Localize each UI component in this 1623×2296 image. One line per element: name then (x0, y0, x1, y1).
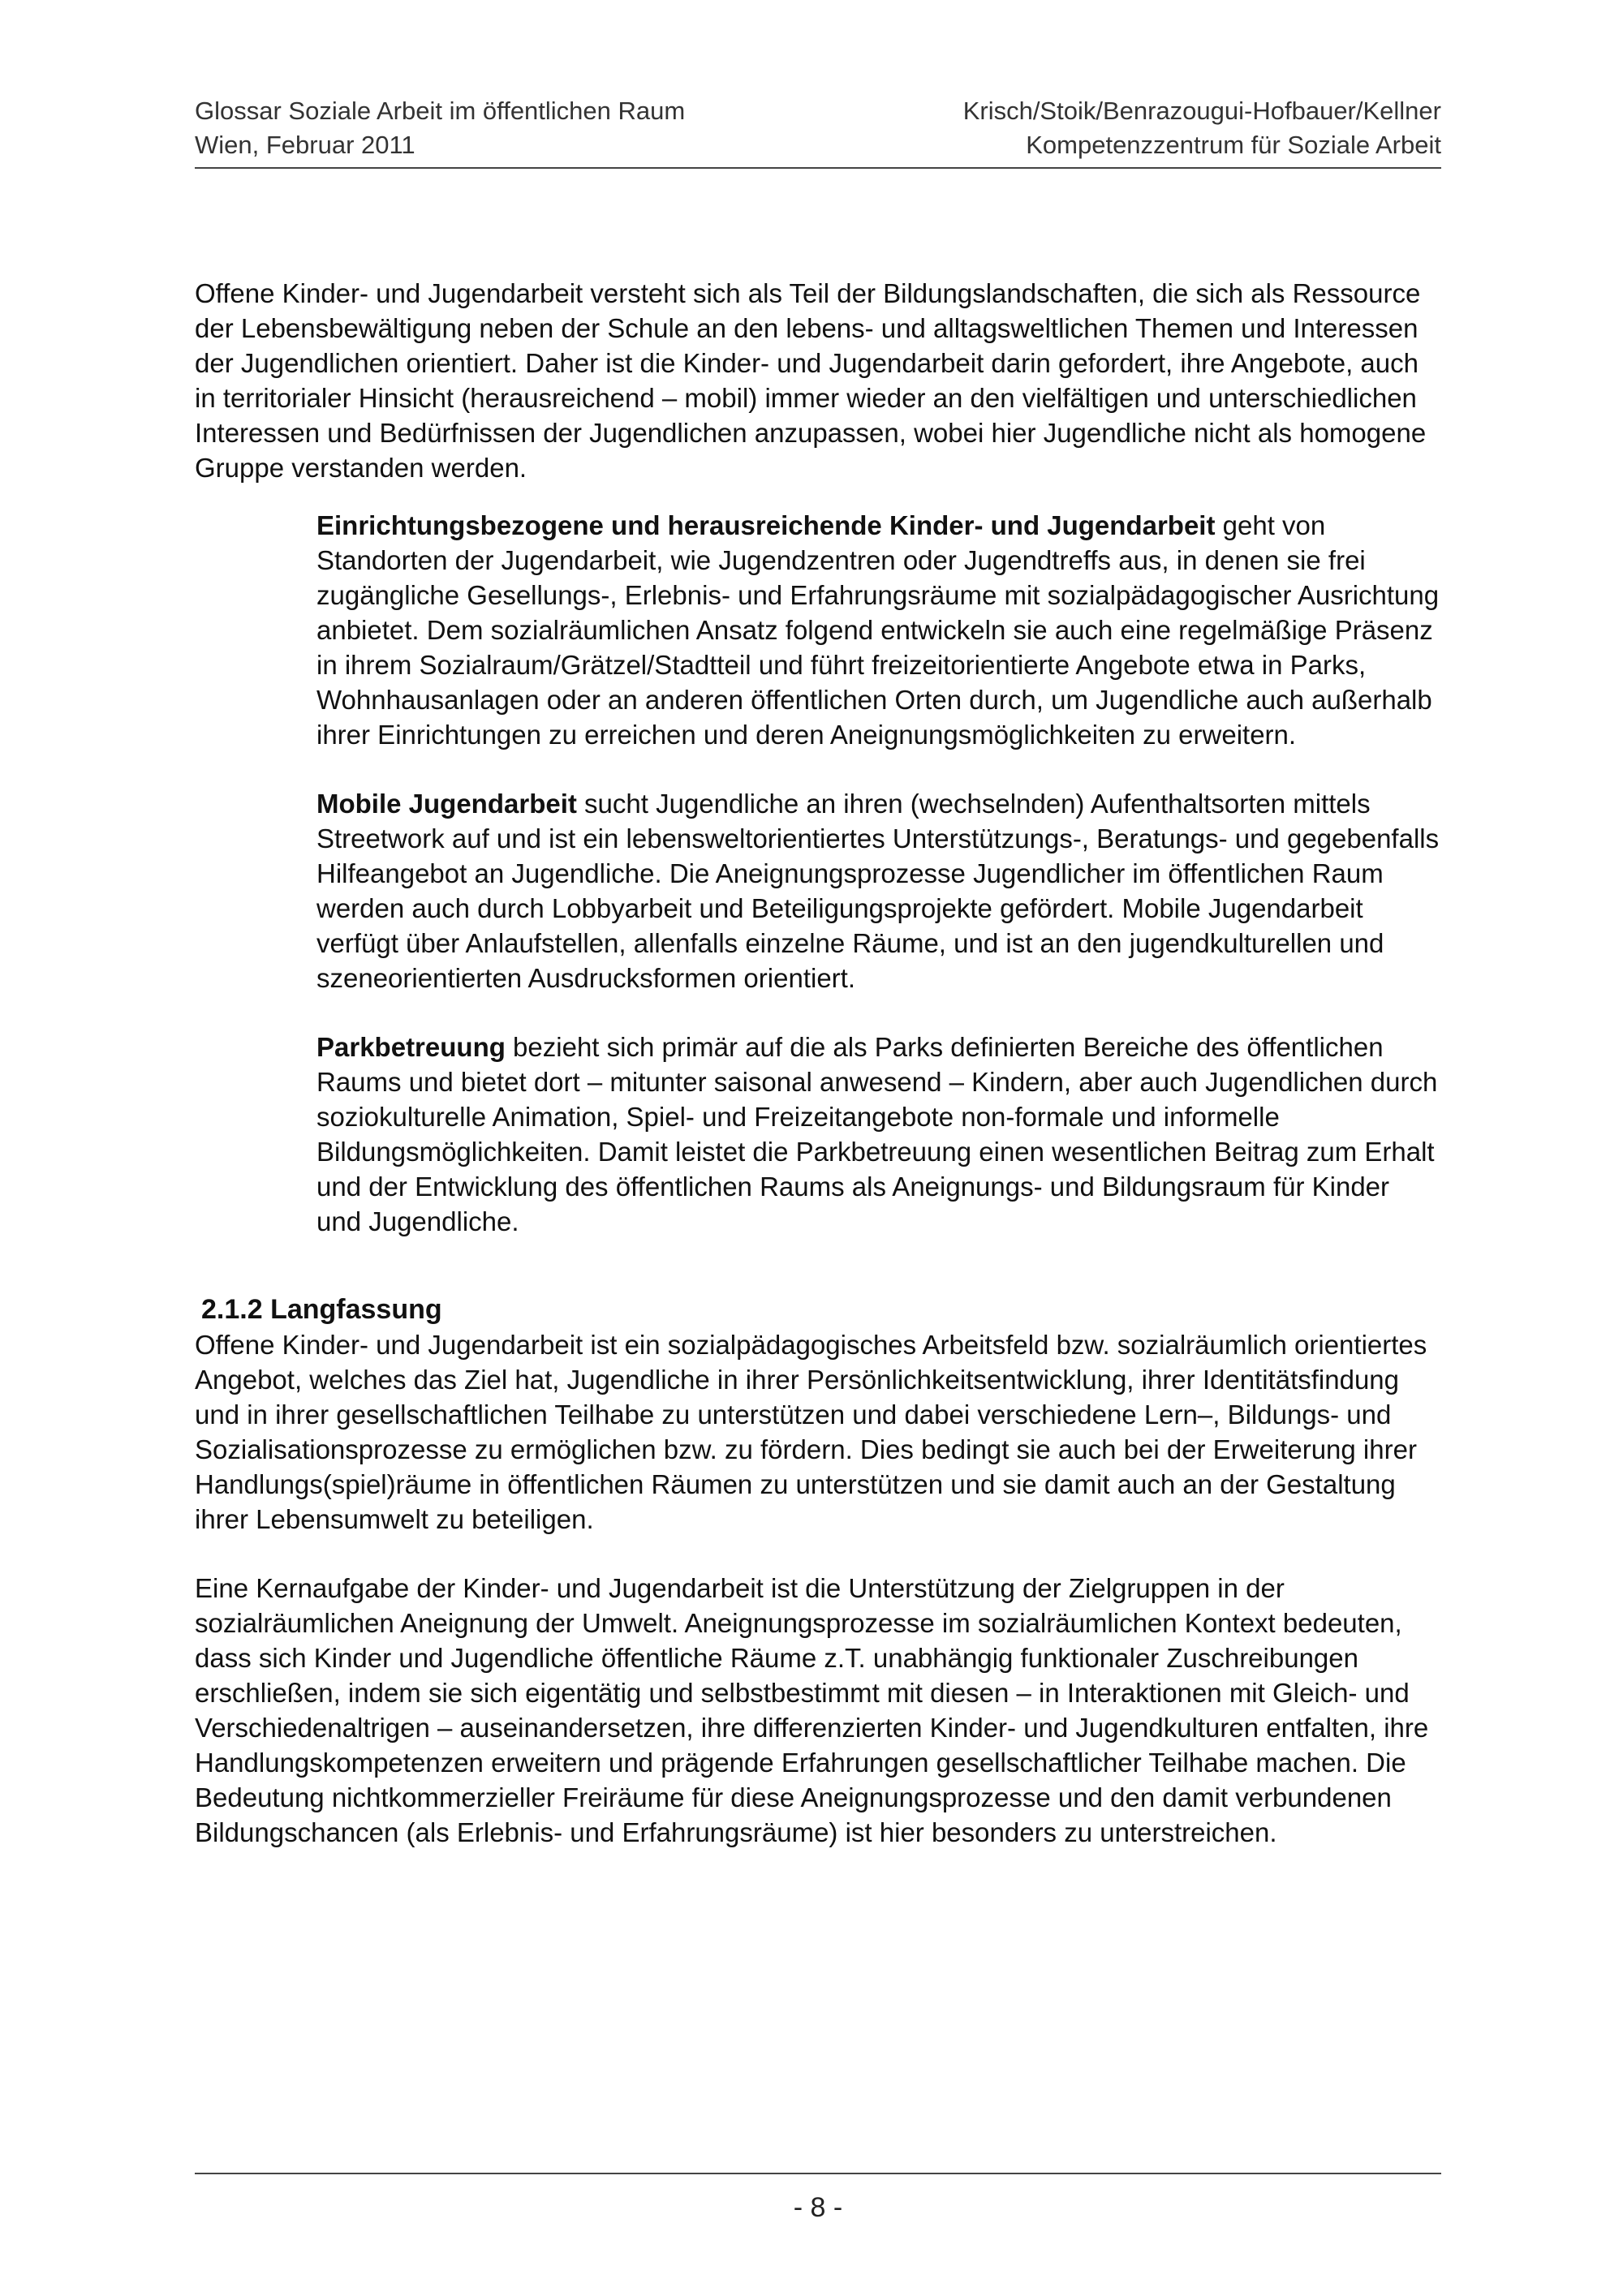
header-right (963, 94, 1441, 162)
definition-text: geht von Standorten der Jugendarbeit, wie Jugendzentren oder Jugendtreffs aus, in denen sie frei zugängliche Gesellungs-, Erlebnis- und Erfahrungsräume mit sozialpädagogischer Ausrichtung anbietet. Dem sozialräumlichen Ansatz folgend entwickeln sie auch eine regelmäßige Präsenz in ihrem Sozialraum/Grätzel/Stadtteil und führt freizeitorientierte Angebote etwa in Parks, Wohnhausanlagen oder an anderen öffentlichen Orten durch, um Jugendliche auch außerhalb ihrer Einrichtungen zu erreichen und deren Aneignungsmöglichkeiten zu erweitern. (316, 510, 1440, 750)
header-document-title: Glossar Soziale Arbeit im öffentlichen Raum (195, 97, 686, 125)
header-organization: Kompetenzzentrum für Soziale Arbeit (1026, 131, 1441, 159)
header-left (195, 94, 685, 162)
document-page (195, 0, 1441, 2296)
long-paragraph-2: Eine Kernaufgabe der Kinder- und Jugendarbeit ist die Unterstützung der Zielgruppen in der sozialräumlichen Aneignung der Umwelt. Aneignungsprozesse im sozialräumlichen Kontext bedeuten, dass sich Kinder und Jugendliche öffentliche Räume z.T. unabhängig funktionaler Zuschreibungen erschließen, indem sie sich eigentätig und selbstbestimmt mit diesen – in Interaktionen mit Gleich- und Verschiedenaltrigen – auseinandersetzen, ihre differenzierten Kinder- und Jugendkulturen entfalten, ihre Handlungskompetenzen erweitern und prägende Erfahrungen gesellschaftlicher Teilhabe machen. Die Bedeutung nichtkommerzieller Freiräume für diese Aneignungsprozesse und den damit verbundenen Bildungschancen (als Erlebnis- und Erfahrungsräume) ist hier besonders zu unterstreichen. (195, 1573, 1429, 1847)
section-heading: 2.1.2 Langfassung (201, 1294, 442, 1325)
definition-item-mobile (316, 786, 1441, 995)
header-date: Wien, Februar 2011 (195, 131, 415, 159)
page-header (195, 94, 1441, 169)
definition-text: bezieht sich primär auf die als Parks definierten Bereiche des öffentlichen Raums und bietet dort – mitunter saisonal anwesend – Kindern, aber auch Jugendlichen durch soziokulturelle Animation, Spiel- und Freizeitangebote non-formale und informelle Bildungsmöglichkeiten. Damit leistet die Parkbetreuung einen wesentlichen Beitrag zum Erhalt und der Entwicklung des öffentlichen Raums als Aneignungs- und Bildungsraum für Kinder und Jugendliche. (316, 1032, 1438, 1236)
page-footer (195, 2173, 1441, 2224)
definition-item-einrichtungsbezogen (316, 508, 1441, 752)
intro-paragraph: Offene Kinder- und Jugendarbeit versteht sich als Teil der Bildungslandschaften, die sich als Ressource der Lebensbewältigung neben der Schule an den lebens- und alltagsweltlichen Themen und Interessen der Jugendlichen orientiert. Daher ist die Kinder- und Jugendarbeit darin gefordert, ihre Angebote, auch in territorialer Hinsicht (herausreichend – mobil) immer wieder an den vielfältigen und unterschiedlichen Interessen und Bedürfnissen der Jugendlichen anzupassen, wobei hier Jugendliche nicht als homogene Gruppe verstanden werden. (195, 278, 1427, 483)
page-content (195, 276, 1441, 1850)
long-paragraph-1: Offene Kinder- und Jugendarbeit ist ein sozialpädagogisches Arbeitsfeld bzw. sozialräumlich orientiertes Angebot, welches das Ziel hat, Jugendliche in ihrer Persönlichkeitsentwicklung, ihrer Identitätsfindung und in ihrer gesellschaftlichen Teilhabe zu unterstützen und dabei verschiedene Lern–, Bildungs- und Sozialisationsprozesse zu ermöglichen bzw. zu fördern. Dies bedingt sie auch bei der Erweiterung ihrer Handlungs(spiel)räume in öffentlichen Räumen zu unterstützen und sie damit auch an der Gestaltung ihrer Lebensumwelt zu beteiligen. (195, 1330, 1427, 1534)
header-authors: Krisch/Stoik/Benrazougui-Hofbauer/Kellner (962, 97, 1441, 125)
definition-text: sucht Jugendliche an ihren (wechselnden) Aufenthaltsorten mittels Streetwork auf und ist ein lebensweltorientiertes Unterstützungs-, Beratungs- und gegebenfalls Hilfeangebot an Jugendliche. Die Aneignungsprozesse Jugendlicher im öffentlichen Raum werden auch durch Lobbyarbeit und Beteiligungsprojekte gefördert. Mobile Jugendarbeit verfügt über Anlaufstellen, allenfalls einzelne Räume, und ist an den jugendkulturellen und szeneorientierten Ausdrucksformen orientiert. (316, 789, 1440, 993)
definition-item-parkbetreuung (316, 1030, 1441, 1239)
definition-term: Parkbetreuung (316, 1032, 506, 1062)
definition-term: Mobile Jugendarbeit (316, 789, 577, 819)
page-number: - 8 - (793, 2192, 843, 2223)
definition-term: Einrichtungsbezogene und herausreichende Kinder- und Jugendarbeit (316, 510, 1216, 540)
